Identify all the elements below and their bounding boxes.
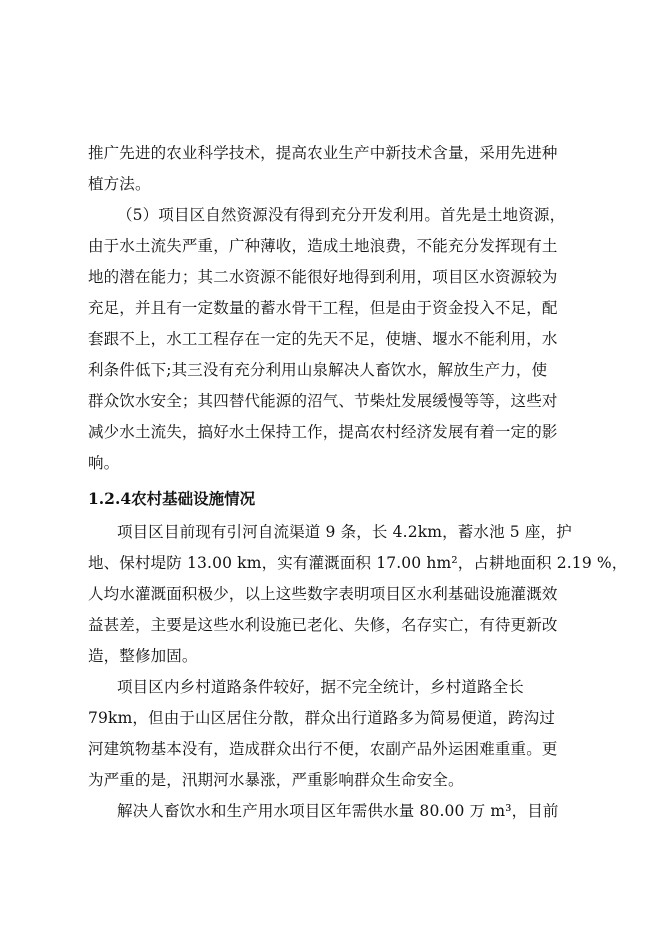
p3-line-5: 造，整修加固。 bbox=[88, 647, 198, 665]
section-number: 1.2.4 bbox=[88, 489, 132, 508]
p3-line-3: 人均水灌溉面积极少，以上这些数字表明项目区水利基础设施灌溉效 bbox=[88, 585, 558, 603]
p1-line-2: 植方法。 bbox=[88, 175, 151, 193]
p3-line-1: 项目区目前现有引河自流渠道 9 条，长 4.2km，蓄水池 5 座，护 bbox=[117, 523, 572, 541]
section-heading bbox=[88, 489, 255, 509]
p1-line-1: 推广先进的农业科学技术，提高农业生产中新技术含量，采用先进种 bbox=[88, 144, 558, 162]
p4-line-2: 79km，但由于山区居住分散，群众出行道路多为简易便道，跨沟过 bbox=[88, 709, 555, 727]
p2-line-8: 减少水土流失，搞好水土保持工作，提高农村经济发展有着一定的影 bbox=[88, 423, 558, 441]
p2-line-1: （5）项目区自然资源没有得到充分开发利用。首先是土地资源， bbox=[117, 206, 566, 224]
p5-line-1: 解决人畜饮水和生产用水项目区年需供水量 80.00 万 m³，目前 bbox=[117, 802, 559, 820]
p4-line-3: 河建筑物基本没有，造成群众出行不便，农副产品外运困难重重。更 bbox=[88, 740, 558, 758]
p4-line-4: 为严重的是，汛期河水暴涨，严重影响群众生命安全。 bbox=[88, 771, 464, 789]
p3-line-2: 地、保村堤防 13.00 km，实有灌溉面积 17.00 hm²，占耕地面积 2.19 %， bbox=[88, 554, 628, 572]
p2-line-3: 地的潜在能力；其二水资源不能很好地得到利用，项目区水资源较为 bbox=[88, 268, 558, 286]
p2-line-6: 利条件低下;其三没有充分利用山泉解决人畜饮水，解放生产力，使 bbox=[88, 361, 548, 379]
section-title: 农村基础设施情况 bbox=[131, 489, 256, 508]
p2-line-5: 套跟不上，水工工程存在一定的先天不足，使塘、堰水不能利用，水 bbox=[88, 330, 558, 348]
p2-line-9: 响。 bbox=[88, 454, 120, 472]
p2-line-4: 充足，并且有一定数量的蓄水骨干工程，但是由于资金投入不足，配 bbox=[88, 299, 558, 317]
p2-line-2: 由于水土流失严重，广种薄收，造成土地浪费，不能充分发挥现有土 bbox=[88, 237, 558, 255]
p3-line-4: 益甚差，主要是这些水利设施已老化、失修，名存实亡，有待更新改 bbox=[88, 616, 558, 634]
p2-line-7: 群众饮水安全；其四替代能源的沼气、节柴灶发展缓慢等等，这些对 bbox=[88, 392, 558, 410]
p4-line-1: 项目区内乡村道路条件较好，据不完全统计，乡村道路全长 bbox=[117, 678, 524, 696]
